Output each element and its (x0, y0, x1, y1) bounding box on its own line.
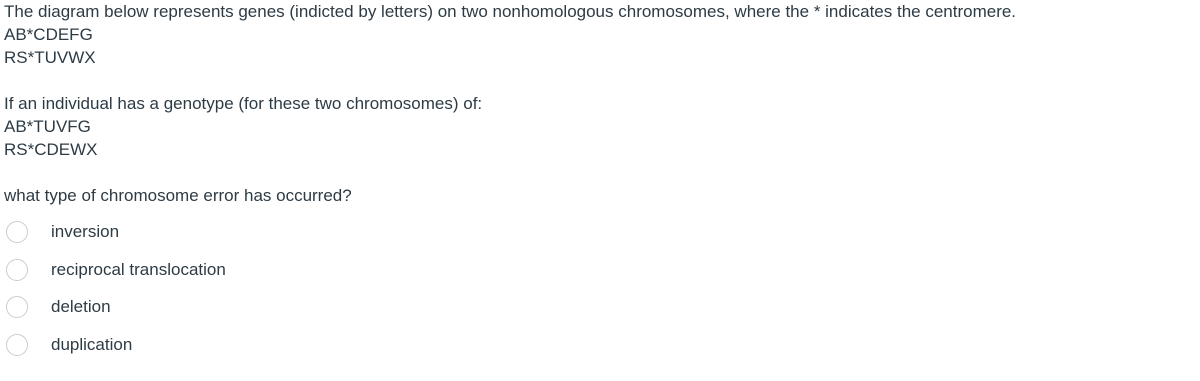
radio-button[interactable] (6, 221, 28, 243)
question-intro: The diagram below represents genes (indicted by letters) on two nonhomologous chromosomes, where the * indicates the centromere. (4, 2, 1017, 21)
answer-label[interactable]: deletion (51, 297, 111, 316)
genotype-1: AB*TUVFG (4, 117, 91, 136)
question-text (4, 0, 1194, 207)
answer-label[interactable]: duplication (51, 334, 133, 354)
question-prompt: If an individual has a genotype (for these two chromosomes) of: (4, 94, 483, 113)
radio-button[interactable] (6, 334, 28, 356)
chromosome-1: AB*CDEFG (4, 25, 93, 44)
chromosome-2: RS*TUVWX (4, 48, 96, 67)
genotype-2: RS*CDEWX (4, 140, 98, 159)
question-ask: what type of chromosome error has occurred? (4, 186, 352, 205)
radio-button[interactable] (6, 259, 28, 281)
answer-label[interactable]: inversion (51, 222, 120, 241)
answer-label[interactable]: reciprocal translocation (51, 259, 226, 279)
radio-button[interactable] (6, 296, 28, 318)
